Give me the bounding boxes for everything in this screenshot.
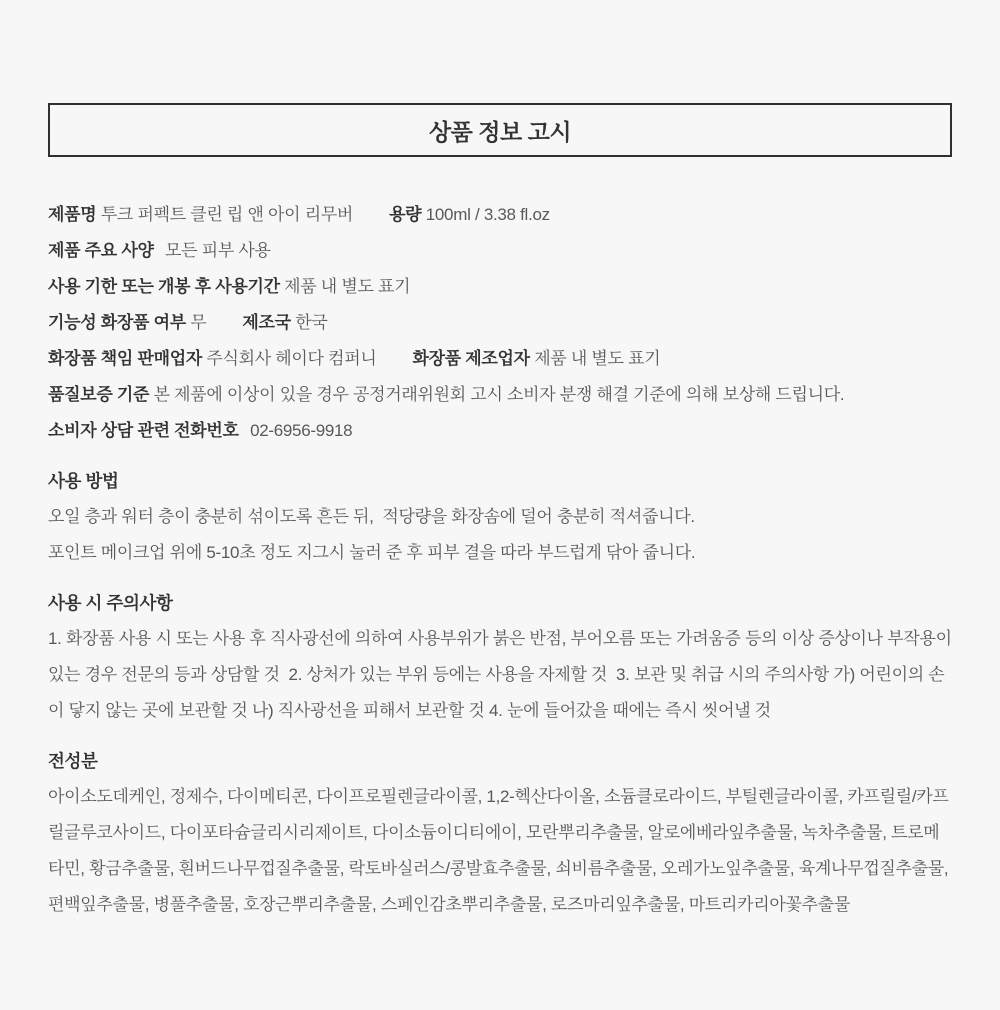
caution-body: 1. 화장품 사용 시 또는 사용 후 직사광선에 의하여 사용부위가 붉은 반점, 부어오름 또는 가려움증 등의 이상 증상이나 부작용이 있는 경우 전문의 등과 상담할 것 2. 상처가 있는 부위 등에는 사용을 자제할 것 3. 보관 및 취급 시의 주의사항 가) 어린이의 손이 닿지 않는 곳에 보관할 것 나) 직사광선을 피해서 보관할 것 4. 눈에 들어갔을 때에는 즉시 씻어낼 것	[48, 629, 957, 720]
product-info-list	[48, 197, 952, 449]
info-value: 100ml / 3.38 fl.oz	[425, 205, 550, 224]
info-label: 제품명	[48, 205, 97, 224]
info-value: 제품 내 별도 표기	[534, 349, 661, 368]
info-label: 기능성 화장품 여부	[48, 313, 186, 332]
info-row-seller	[48, 341, 952, 377]
info-label: 화장품 책임 판매업자	[48, 349, 202, 368]
usage-line: 포인트 메이크업 위에 5-10초 정도 지그시 눌러 준 후 피부 결을 따라 부드럽게 닦아 줍니다.	[48, 543, 696, 562]
info-value: 02-6956-9918	[250, 421, 353, 440]
info-label: 화장품 제조업자	[412, 349, 530, 368]
info-value: 주식회사 헤이다 컴퍼니	[206, 349, 377, 368]
ingredients-section	[48, 743, 952, 923]
info-label: 소비자 상담 관련 전화번호	[48, 421, 239, 440]
info-label: 용량	[389, 205, 422, 224]
info-row-product-name	[48, 197, 952, 233]
ingredients-body: 아이소도데케인, 정제수, 다이메티콘, 다이프로필렌글라이콜, 1,2-헥산다이올, 소듐클로라이드, 부틸렌글라이콜, 카프릴릴/카프릴글루코사이드, 다이포타슘글리시리제이트, 다이소듐이디티에이, 모란뿌리추출물, 알로에베라잎추출물, 녹차추출물, 트로메타민, 황금추출물, 흰버드나무껍질추출물, 락토바실러스/콩발효추출물, 쇠비름추출물, 오레가노잎추출물, 육계나무껍질추출물, 편백잎추출물, 병풀추출물, 호장근뿌리추출물, 스페인감초뿌리추출물, 로즈마리잎추출물, 마트리카리아꽃추출물	[48, 787, 953, 914]
usage-line: 오일 층과 워터 층이 충분히 섞이도록 흔든 뒤, 적당량을 화장솜에 덜어 충분히 적셔줍니다.	[48, 507, 695, 526]
info-value: 본 제품에 이상이 있을 경우 공정거래위원회 고시 소비자 분쟁 해결 기준에 의해 보상해 드립니다.	[153, 385, 845, 404]
info-value: 무	[190, 313, 207, 332]
info-label: 사용 기한 또는 개봉 후 사용기간	[48, 277, 280, 296]
info-label: 제품 주요 사양	[48, 241, 154, 260]
info-row-functional	[48, 305, 952, 341]
info-row-warranty	[48, 377, 952, 413]
ingredients-heading: 전성분	[48, 751, 98, 771]
caution-heading: 사용 시 주의사항	[48, 593, 173, 613]
info-value: 모든 피부 사용	[165, 241, 271, 260]
usage-section	[48, 463, 952, 571]
notice-title-box	[48, 103, 952, 157]
info-value: 한국	[295, 313, 328, 332]
product-notice-page	[0, 103, 1000, 1010]
page-title: 상품 정보 고시	[428, 118, 572, 145]
info-value: 투크 퍼펙트 클린 립 앤 아이 리무버	[100, 205, 354, 224]
info-row-phone	[48, 413, 952, 449]
info-row-specs	[48, 233, 952, 269]
info-label: 품질보증 기준	[48, 385, 150, 404]
caution-section	[48, 585, 957, 729]
usage-heading: 사용 방법	[48, 471, 119, 491]
info-row-expiry	[48, 269, 952, 305]
info-value: 제품 내 별도 표기	[284, 277, 411, 296]
info-label: 제조국	[242, 313, 291, 332]
